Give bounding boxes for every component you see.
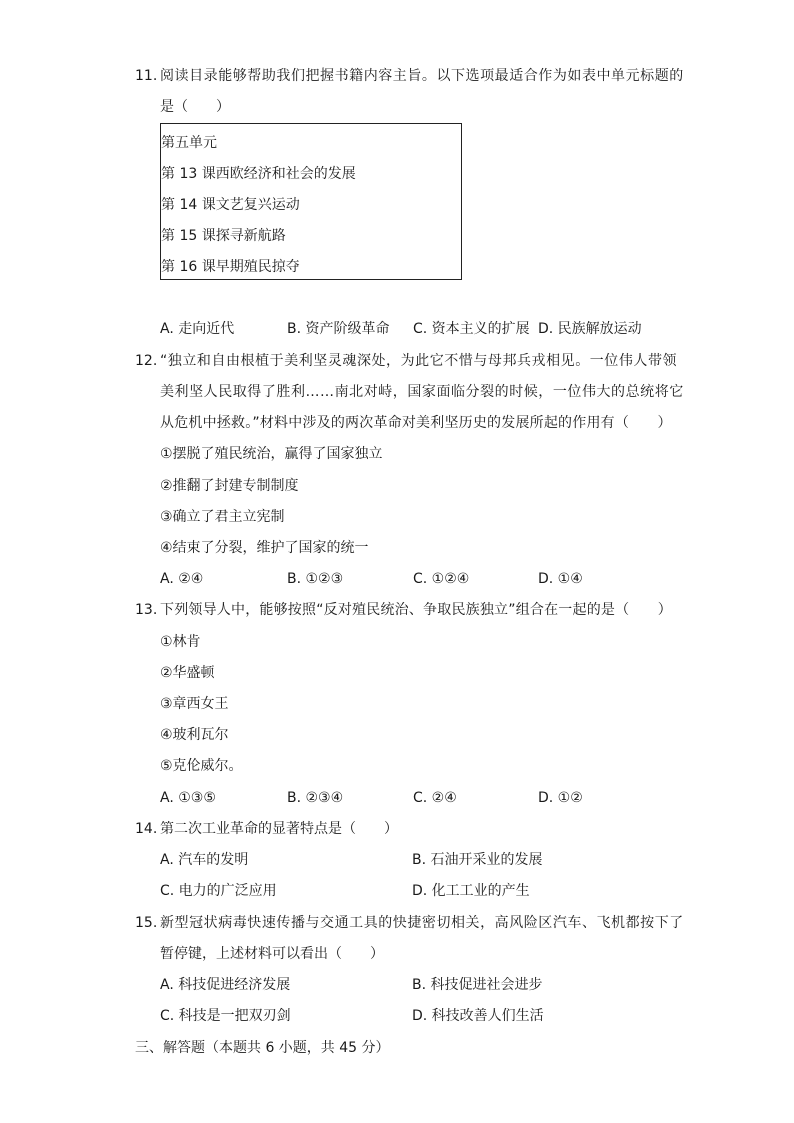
q13-item-1: ①林肯 [160,634,201,650]
section-three-heading: 三、解答题（本题共 6 小题，共 45 分） [135,1040,390,1056]
q12-option-b: B. ①②③ [287,571,344,587]
question-15-stem-line1: 新型冠状病毒快速传播与交通工具的快捷密切相关，高风险区汽车、飞机都按下了 [160,915,684,931]
question-11-stem-line2: 是（ ） [160,99,230,115]
q13-option-a: A. ①③⑤ [160,790,216,806]
question-14-number: 14. [135,821,158,837]
q13-option-c: C. ②④ [413,790,457,806]
q11-option-d: D. 民族解放运动 [538,321,642,337]
toc-unit-title: 第五单元 [161,135,217,151]
question-15-number: 15. [135,915,158,931]
question-15-stem-line2: 暂停键，上述材料可以看出（ ） [160,946,384,962]
toc-lesson-16: 第 16 课早期殖民掠夺 [161,259,300,275]
toc-lesson-13: 第 13 课西欧经济和社会的发展 [161,166,356,182]
q13-option-b: B. ②③④ [287,790,344,806]
question-13-number: 13. [135,602,158,618]
q15-option-a: A. 科技促进经济发展 [160,977,291,993]
q13-item-2: ②华盛顿 [160,665,215,681]
q11-option-a: A. 走向近代 [160,321,235,337]
question-13-stem: 下列领导人中，能够按照“反对殖民统治、争取民族独立”组合在一起的是（ ） [160,602,672,618]
q13-option-d: D. ①② [538,790,583,806]
q13-item-3: ③章西女王 [160,696,229,712]
q12-item-4: ④结束了分裂，维护了国家的统一 [160,540,369,556]
q11-option-c: C. 资本主义的扩展 [413,321,530,337]
q14-option-a: A. 汽车的发明 [160,852,249,868]
question-12-stem-line1: “独立和自由根植于美利坚灵魂深处，为此它不惜与母邦兵戎相见。一位伟人带领 [160,353,678,369]
q12-option-c: C. ①②④ [413,571,470,587]
q12-item-3: ③确立了君主立宪制 [160,509,285,525]
q14-option-d: D. 化工工业的产生 [412,883,530,899]
q12-option-d: D. ①④ [538,571,583,587]
q12-option-a: A. ②④ [160,571,204,587]
q15-option-d: D. 科技改善人们生活 [412,1008,544,1024]
question-12-stem-line2: 美利坚人民取得了胜利……南北对峙，国家面临分裂的时候，一位伟大的总统将它 [160,384,684,400]
question-11-number: 11. [135,68,158,84]
q12-item-2: ②推翻了封建专制制度 [160,478,299,494]
q14-option-c: C. 电力的广泛应用 [160,883,277,899]
q13-item-5: ⑤克伦威尔。 [160,758,243,774]
q11-option-b: B. 资产阶级革命 [287,321,390,337]
q15-option-c: C. 科技是一把双刃剑 [160,1008,291,1024]
table-of-contents-box [160,123,462,280]
q15-option-b: B. 科技促进社会进步 [412,977,543,993]
q12-item-1: ①摆脱了殖民统治，赢得了国家独立 [160,446,383,462]
toc-lesson-15: 第 15 课探寻新航路 [161,228,286,244]
q13-item-4: ④玻利瓦尔 [160,727,229,743]
toc-lesson-14: 第 14 课文艺复兴运动 [161,197,300,213]
question-12-stem-line3: 从危机中拯救。”材料中涉及的两次革命对美利坚历史的发展所起的作用有（ ） [160,415,672,431]
q14-option-b: B. 石油开采业的发展 [412,852,543,868]
question-12-number: 12. [135,353,158,369]
question-14-stem: 第二次工业革命的显著特点是（ ） [160,821,398,837]
question-11-stem-line1: 阅读目录能够帮助我们把握书籍内容主旨。以下选项最适合作为如表中单元标题的 [160,68,684,84]
